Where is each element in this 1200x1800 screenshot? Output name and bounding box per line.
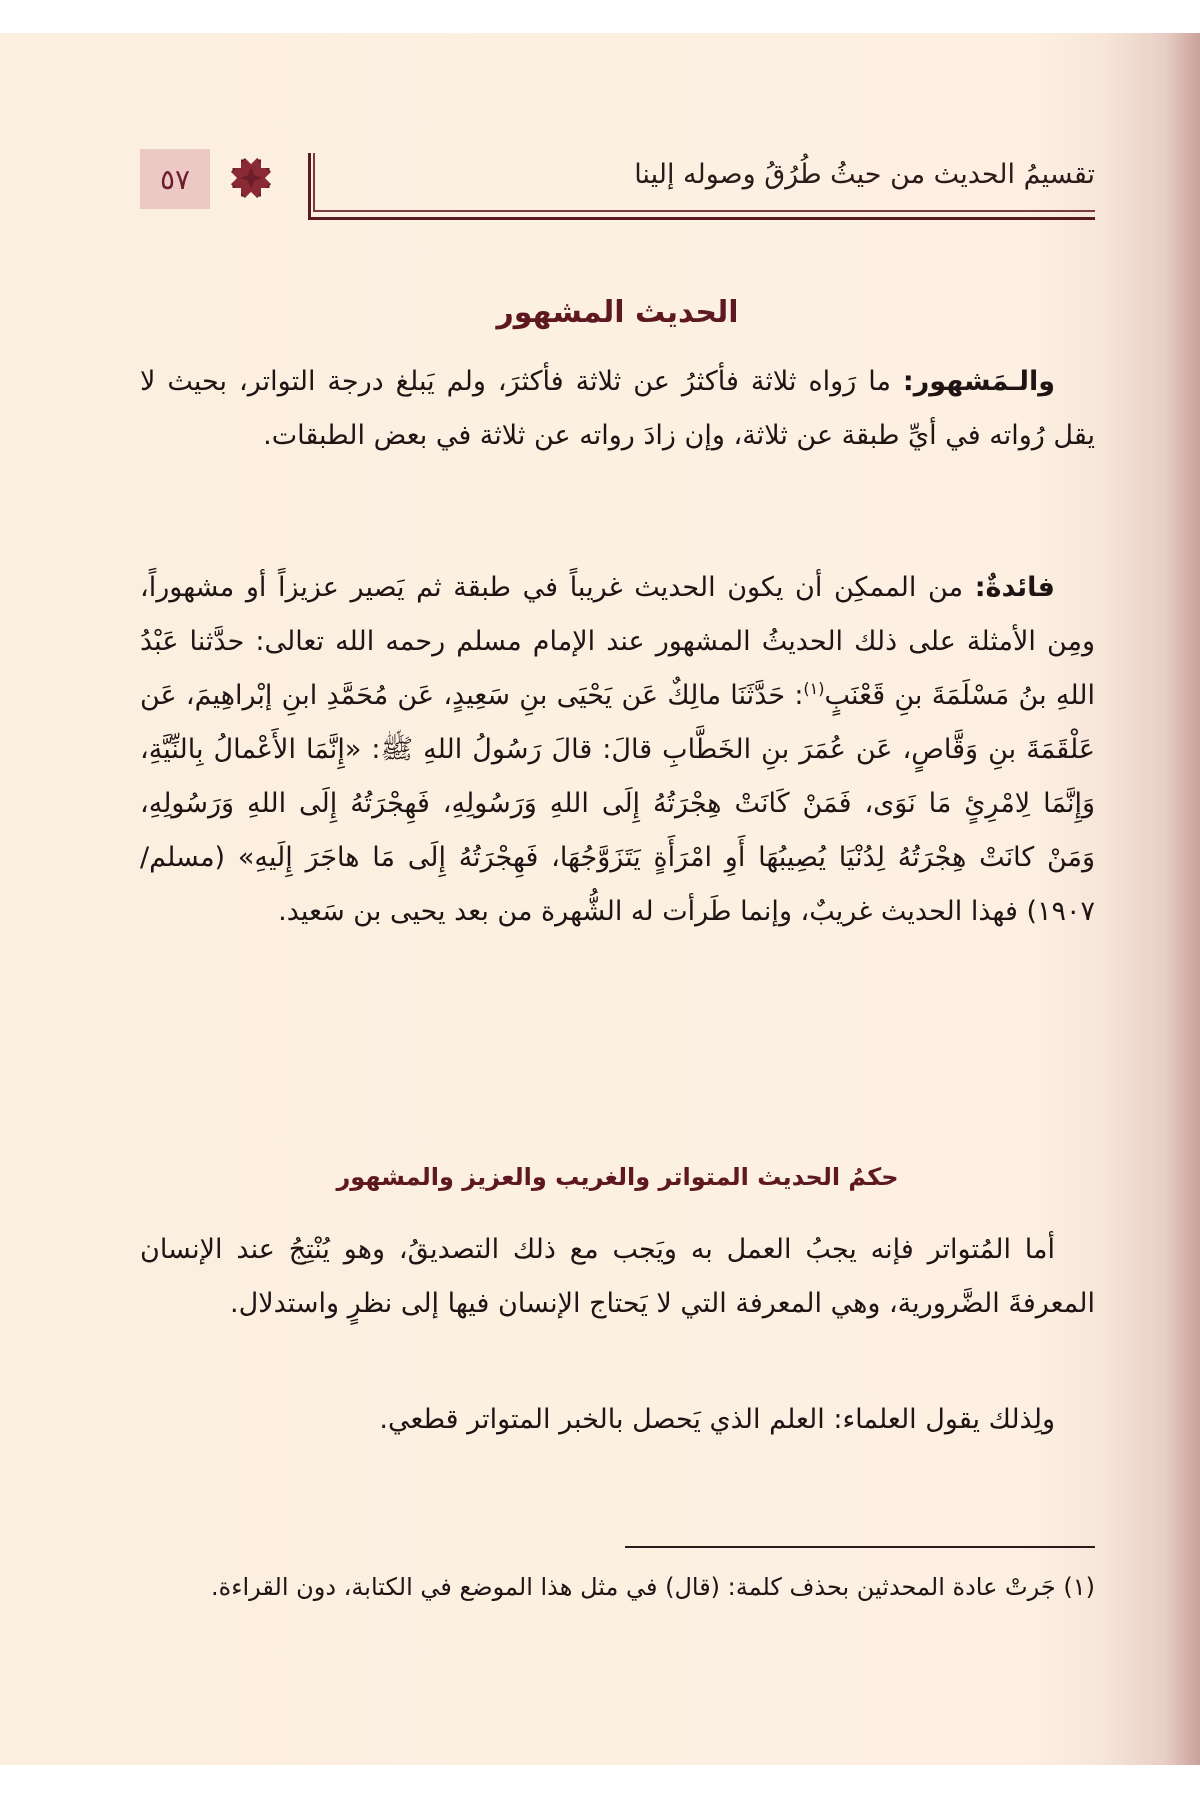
running-title: تقسيمُ الحديث من حيثُ طُرُقُ وصوله إلينا [634,159,1095,190]
footnote-ref[interactable]: (١) [803,679,825,698]
paragraph-text: ما رَواه ثلاثة فأكثرُ عن ثلاثة فأكثرَ، ولم يَبلغ درجة التواتر، بحيث لا يقل رُواته في أيِّ طبقة عن ثلاثة، وإن زادَ رواته عن ثلاثة في بعض الطبقات. [140,366,1095,451]
book-page [0,33,1200,1765]
footnote-separator [625,1546,1095,1548]
footnote-text: جَرتْ عادة المحدثين بحذف كلمة: (قال) في مثل هذا الموضع في الكتابة، دون القراءة. [210,1573,1056,1601]
paragraph-faida [140,561,1095,939]
footnote [140,1563,1095,1611]
term-lead: فائدةٌ: [974,572,1055,603]
paragraph-text: ولِذلك يقول العلماء: العلم الذي يَحصل بالخبر المتواتر قطعي. [379,1404,1055,1435]
term-lead: والـمَشهور: [902,366,1055,397]
section-title-mashhur: الحديث المشهور [496,295,739,330]
eight-point-star-icon [220,147,282,209]
paragraph-text: أما المُتواتر فإنه يجبُ العمل به ويَجب مع ذلك التصديقُ، وهو يُنْتِجُ عند الإنسان المعرفةَ الضَّرورية، وهي المعرفة التي لا يَحتاج الإنسان فيها إلى نظرٍ واستدلال. [140,1234,1095,1319]
page-number: ٥٧ [140,149,210,209]
running-header [140,141,1095,221]
paragraph-text: من الممكِن أن يكون الحديث غريباً في طبقة ثم يَصير عزيزاً أو مشهوراً، ومِن الأمثلة على ذلك الحديثُ المشهور عند الإمام مسلم رحمه الله تعالى: حدَّثنا عَبْدُ اللهِ بنُ مَسْلَمَةَ بنِ قَعْنَبٍ [140,572,1095,711]
section-title-hukm: حكمُ الحديث المتواتر والغريب والعزيز والمشهور [336,1163,899,1191]
paragraph-ulama [140,1393,1095,1447]
paragraph-mutawatir [140,1223,1095,1331]
paragraph-text-cont: : حَدَّثَنَا مالِكٌ عَن يَحْيَى بنِ سَعِيدٍ، عَن مُحَمَّدِ ابنِ إبْراهِيمَ، عَن عَلْقَمَةَ بنِ وَقَّاصٍ، عَن عُمَرَ بنِ الخَطَّابِ قالَ: قالَ رَسُولُ اللهِ ﷺ: «إِنَّمَا الأَعْمالُ بِالنِّيَّةِ، وَإِنَّمَا لِامْرِئٍ مَا نَوَى، فَمَنْ كَانَتْ هِجْرَتُهُ إِلَى اللهِ وَرَسُولِهِ، فَهِجْرَتُهُ إِلَى اللهِ وَرَسُولِهِ، وَمَنْ كانَتْ هِجْرَتُهُ لِدُنْيَا يُصِيبُهَا أَوِ امْرَأَةٍ يَتَزَوَّجُهَا، فَهِجْرَتُهُ إِلَى مَا هاجَرَ إِلَيهِ» (مسلم/ ١٩٠٧) فهذا الحديث غريبٌ، وإنما طَرأت له الشُّهرة من بعد يحيى بن سَعيد. [140,680,1095,927]
paragraph-definition [140,355,1095,463]
footnote-marker: (١) [1063,1573,1095,1601]
